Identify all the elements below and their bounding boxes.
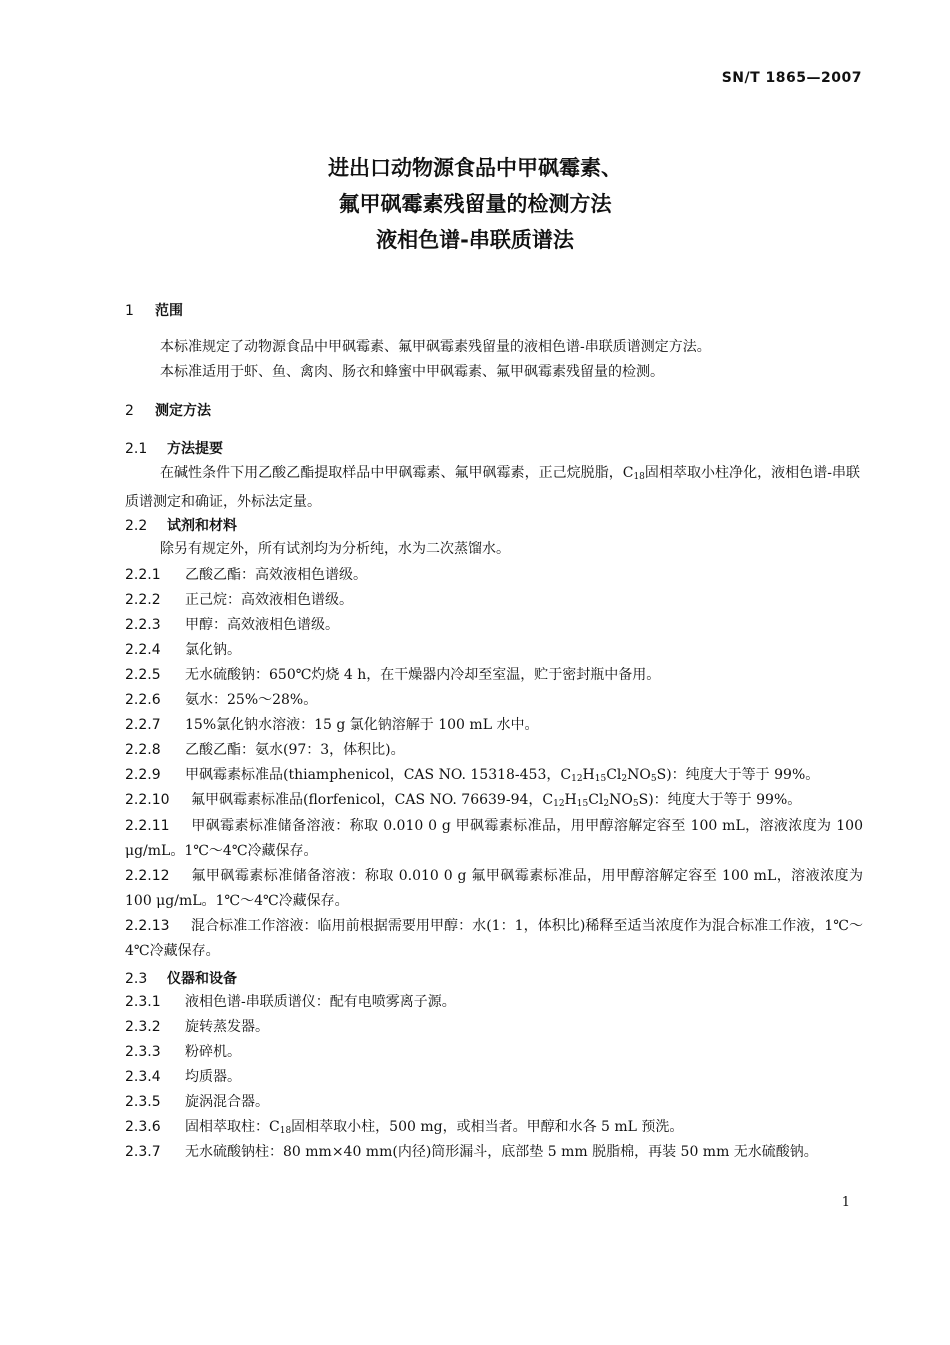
item-text: 液相色谱-串联质谱仪：配有电喷雾离子源。: [185, 994, 456, 1010]
subscript: 15: [594, 774, 607, 784]
section-title: 方法提要: [167, 441, 223, 457]
item-text: 无水硫酸钠柱：80 mm×40 mm(内径)筒形漏斗，底部垫 5 mm 脱脂棉，再装 50 mm 无水硫酸钠。: [185, 1144, 818, 1160]
item-number: 2.2.11: [125, 818, 170, 834]
section-number: 2.3: [125, 971, 148, 987]
item-number: 2.2.9: [125, 767, 161, 783]
item-text: 氯化钠。: [185, 642, 241, 658]
section-number: 2.2: [125, 518, 148, 534]
item-text: NO: [609, 792, 633, 808]
paragraph: 本标准适用于虾、鱼、禽肉、肠衣和蜂蜜中甲砜霉素、氟甲砜霉素残留量的检测。: [160, 364, 664, 380]
item-text: 乙酸乙酯：氨水(97：3，体积比)。: [185, 742, 405, 758]
section-title: 仪器和设备: [167, 971, 237, 987]
paragraph: 除另有规定外，所有试剂均为分析纯，水为二次蒸馏水。: [160, 541, 510, 557]
list-item: [125, 864, 863, 914]
item-text: Cl: [588, 792, 604, 808]
list-item: [125, 1140, 863, 1165]
subscript: 2: [621, 774, 628, 784]
item-text: S)：纯度大于等于 99%。: [656, 767, 820, 783]
item-text: S)：纯度大于等于 99%。: [638, 792, 802, 808]
text: 在碱性条件下用乙酸乙酯提取样品中甲砜霉素、氟甲砜霉素，正己烷脱脂，C: [160, 465, 634, 481]
item-number: 2.3.3: [125, 1044, 161, 1060]
title-line-2: 氟甲砜霉素残留量的检测方法: [338, 192, 612, 216]
item-number: 2.3.7: [125, 1144, 161, 1160]
item-number: 2.2.10: [125, 792, 170, 808]
item-number: 2.3.1: [125, 994, 161, 1010]
item-text: 氟甲砜霉素标准品(florfenicol，CAS NO. 76639-94，C: [191, 792, 554, 808]
section-2-2-heading: [125, 515, 237, 535]
title-line-3: 液相色谱-串联质谱法: [376, 228, 574, 252]
section-title: 试剂和材料: [167, 518, 237, 534]
item-number: 2.2.8: [125, 742, 161, 758]
list-item: [125, 1040, 863, 1065]
item-text: 氟甲砜霉素标准储备溶液：称取 0.010 0 g 氟甲砜霉素标准品，用甲醇溶解定容至 100 mL，溶液浓度为 100 μg/mL。1℃～4℃冷藏保存。: [125, 868, 863, 909]
subscript: 5: [650, 774, 657, 784]
item-number: 2.2.12: [125, 868, 170, 884]
item-text: NO: [627, 767, 651, 783]
item-text: Cl: [606, 767, 622, 783]
item-text: 甲醇：高效液相色谱级。: [185, 617, 339, 633]
section-2-3-heading: [125, 968, 237, 988]
item-text: 甲砜霉素标准品(thiamphenicol，CAS NO. 15318-453，C: [185, 767, 572, 783]
item-text: 旋转蒸发器。: [185, 1019, 269, 1035]
item-number: 2.2.6: [125, 692, 161, 708]
item-text: H: [564, 792, 577, 808]
item-text: 无水硫酸钠：650℃灼烧 4 h，在干燥器内冷却至室温，贮于密封瓶中备用。: [185, 667, 661, 683]
item-text: 粉碎机。: [185, 1044, 241, 1060]
section-1-heading: [125, 300, 183, 320]
list-item: [125, 1065, 863, 1090]
item-text: 固相萃取柱：C: [185, 1119, 280, 1135]
list-item: [125, 713, 863, 738]
item-text: 旋涡混合器。: [185, 1094, 269, 1110]
subscript: 2: [603, 799, 610, 809]
item-number: 2.3.6: [125, 1119, 161, 1135]
item-text: 均质器。: [185, 1069, 241, 1085]
page-number: 1: [841, 1195, 850, 1210]
item-number: 2.2.4: [125, 642, 161, 658]
subscript: 18: [633, 472, 645, 482]
item-number: 2.2.3: [125, 617, 161, 633]
item-text: H: [582, 767, 595, 783]
section-2-1-heading: [125, 438, 223, 458]
item-text: 15%氯化钠水溶液：15 g 氯化钠溶解于 100 mL 水中。: [185, 717, 539, 733]
subscript: 18: [279, 1126, 292, 1136]
list-item: [125, 914, 863, 964]
subscript: 12: [553, 799, 565, 809]
section-number: 2.1: [125, 441, 148, 457]
text: 固相萃取小柱净化，液相色谱-串联质谱测定和确证，外标法定量。: [125, 465, 860, 510]
section-2-heading: [125, 400, 211, 420]
list-item: [125, 638, 863, 663]
standard-number: SN/T 1865—2007: [721, 70, 862, 86]
list-item: [125, 1015, 863, 1040]
subscript: 12: [571, 774, 583, 784]
paragraph: [125, 461, 860, 515]
item-number: 2.2.1: [125, 567, 161, 583]
section-title: 测定方法: [155, 403, 211, 419]
list-item: [125, 663, 863, 688]
item-text: 固相萃取小柱，500 mg，或相当者。甲醇和水各 5 mL 预洗。: [291, 1119, 684, 1135]
list-item: [125, 738, 863, 763]
list-item: [125, 788, 863, 817]
item-number: 2.2.5: [125, 667, 161, 683]
title-line-1: 进出口动物源食品中甲砜霉素、: [328, 156, 622, 180]
item-number: 2.3.2: [125, 1019, 161, 1035]
item-text: 正己烷：高效液相色谱级。: [185, 592, 353, 608]
list-item: [125, 588, 863, 613]
list-item: [125, 814, 863, 864]
item-number: 2.2.2: [125, 592, 161, 608]
section-title: 范围: [155, 303, 183, 319]
item-number: 2.2.13: [125, 918, 170, 934]
section-number: 2: [125, 403, 134, 419]
list-item: [125, 990, 863, 1015]
item-number: 2.3.4: [125, 1069, 161, 1085]
item-text: 氨水：25%～28%。: [185, 692, 318, 708]
list-item: [125, 563, 863, 588]
list-item: [125, 1090, 863, 1115]
list-item: [125, 688, 863, 713]
item-number: 2.3.5: [125, 1094, 161, 1110]
item-text: 混合标准工作溶液：临用前根据需要用甲醇：水(1：1，体积比)稀释至适当浓度作为混合标准工作液，1℃～4℃冷藏保存。: [125, 918, 863, 959]
subscript: 15: [576, 799, 589, 809]
item-number: 2.2.7: [125, 717, 161, 733]
list-item: [125, 613, 863, 638]
item-text: 乙酸乙酯：高效液相色谱级。: [185, 567, 367, 583]
subscript: 5: [632, 799, 639, 809]
section-number: 1: [125, 303, 134, 319]
paragraph: 本标准规定了动物源食品中甲砜霉素、氟甲砜霉素残留量的液相色谱-串联质谱测定方法。: [160, 339, 711, 355]
item-text: 甲砜霉素标准储备溶液：称取 0.010 0 g 甲砜霉素标准品，用甲醇溶解定容至 100 mL，溶液浓度为 100 μg/mL。1℃～4℃冷藏保存。: [125, 818, 863, 859]
